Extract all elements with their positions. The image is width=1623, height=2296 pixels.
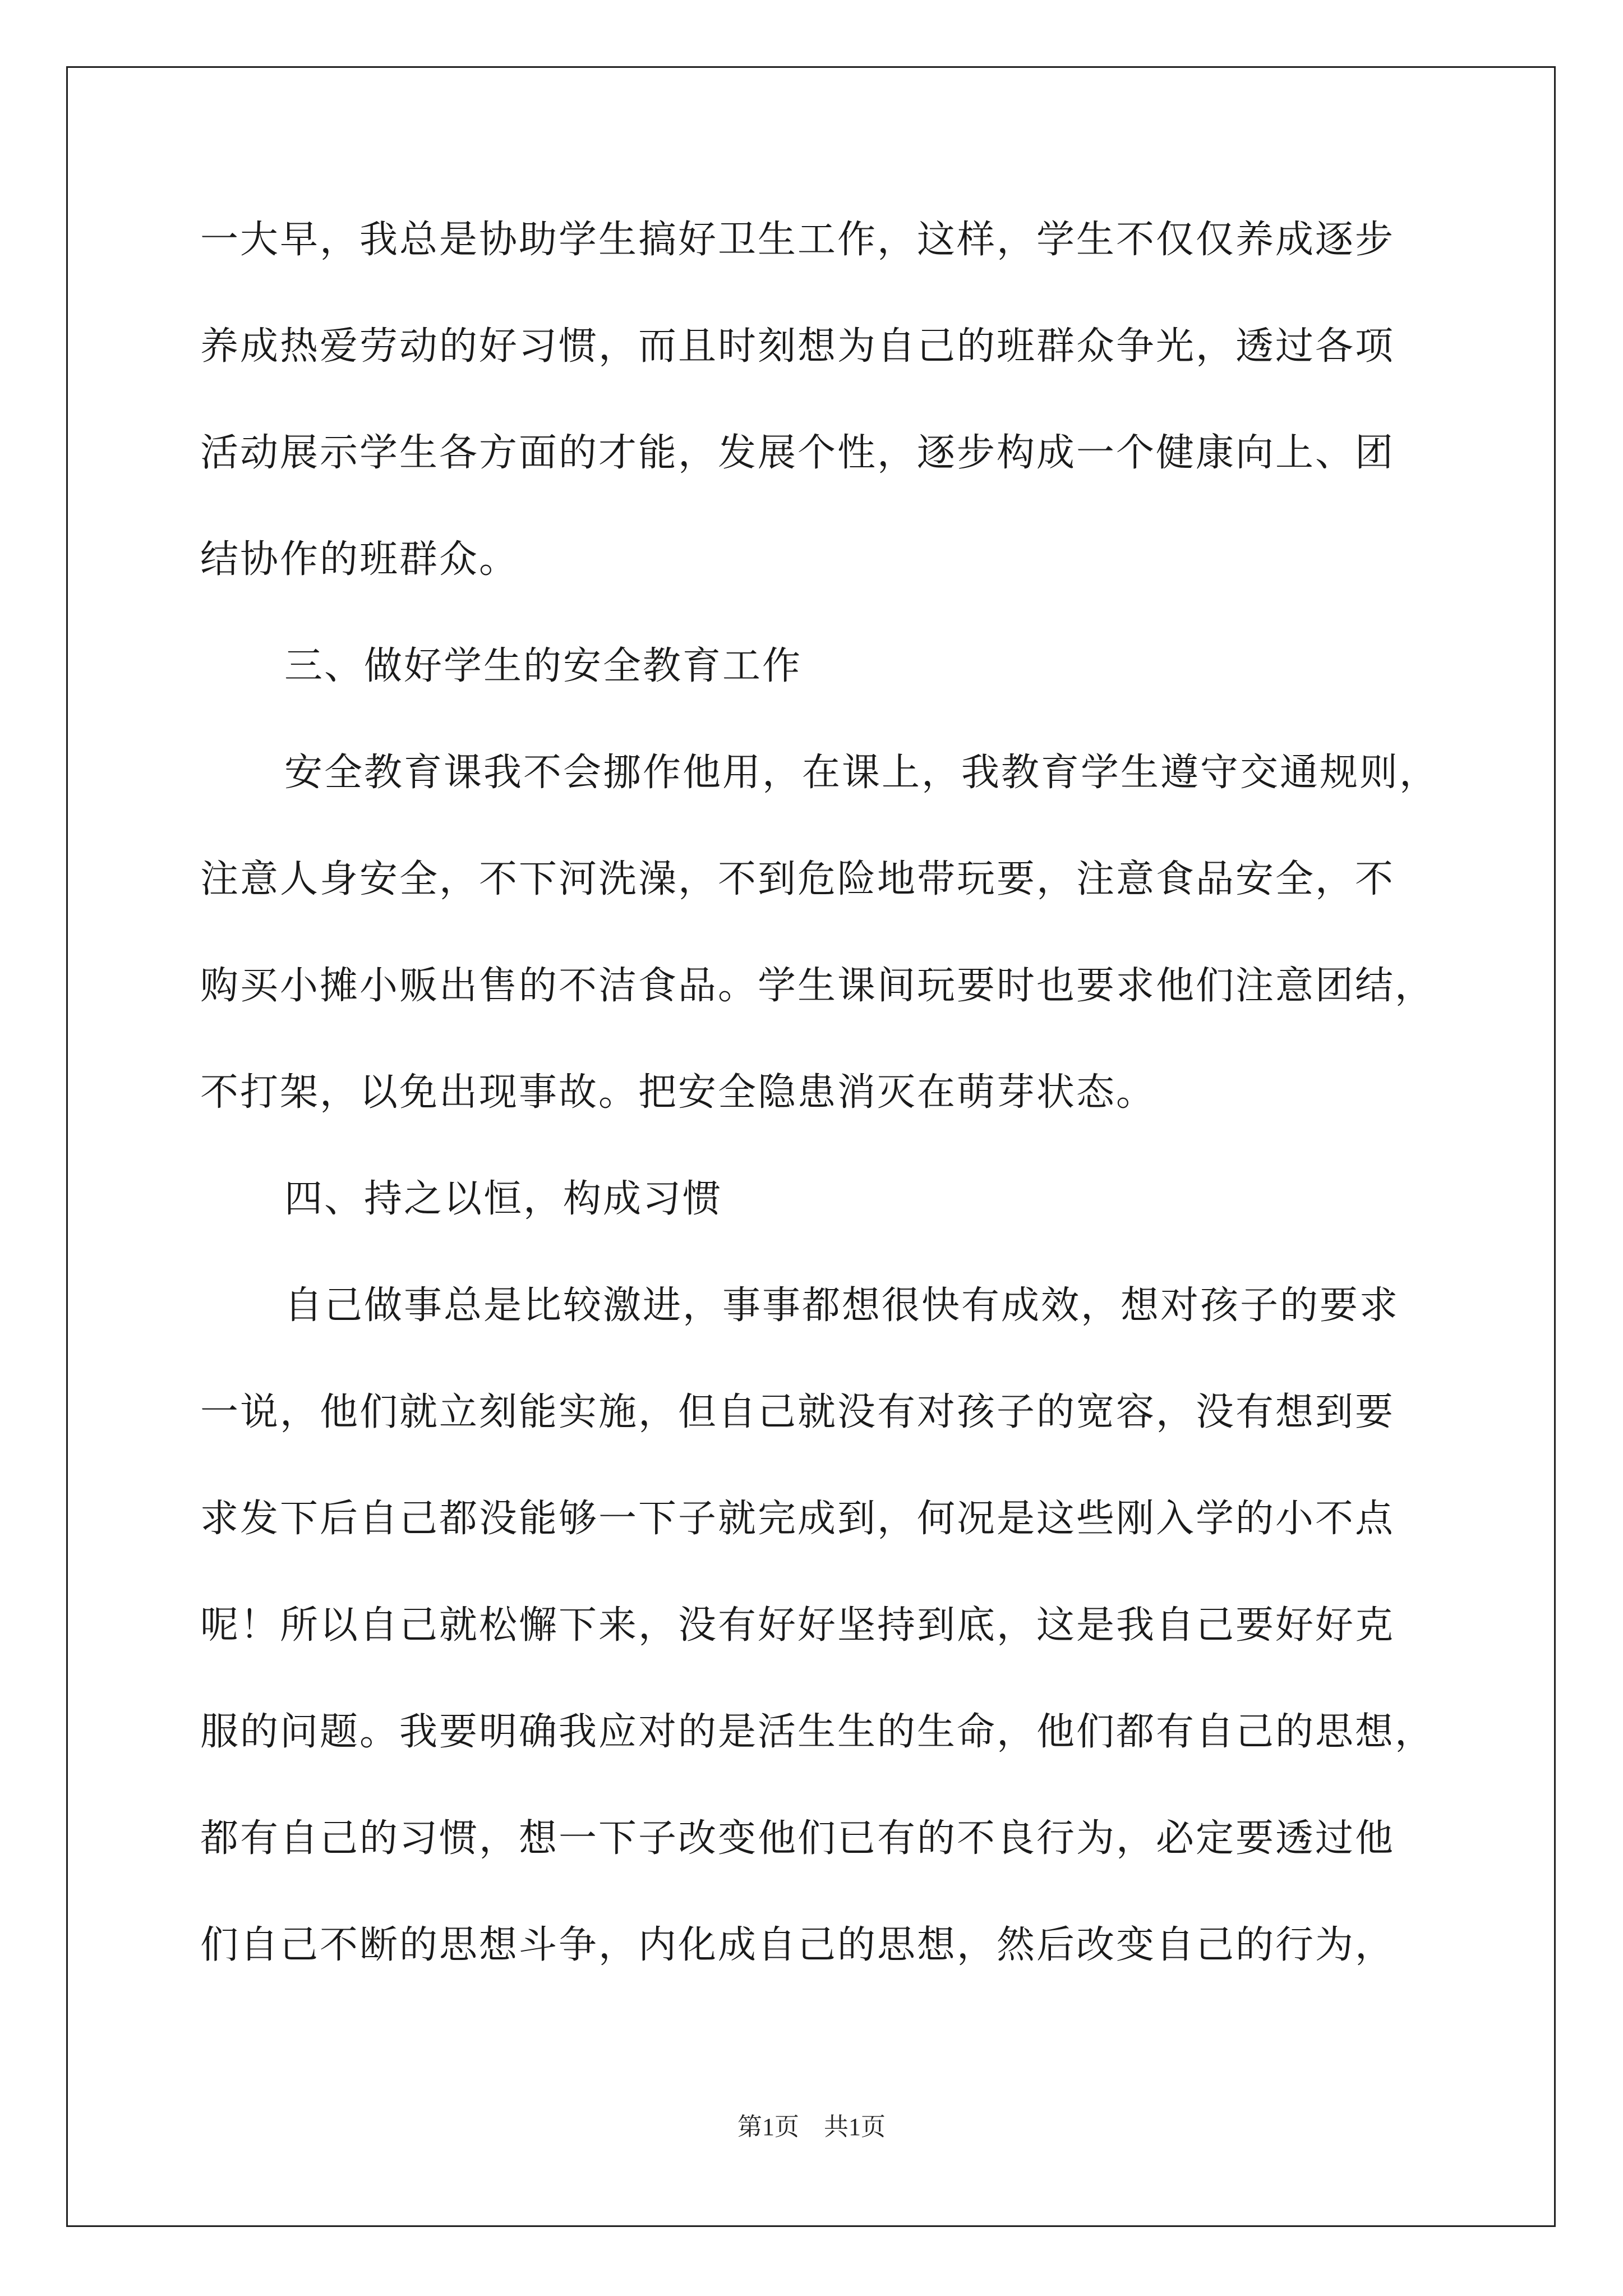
body-line: 都有自己的习惯，想一下子改变他们已有的不良行为，必定要透过他 [200, 1816, 1395, 1861]
body-line: 服的问题。我要明确我应对的是活生生的生命，他们都有自己的思想， [200, 1710, 1435, 1754]
body-line: 一大早，我总是协助学生搞好卫生工作，这样，学生不仅仅养成逐步 [200, 218, 1395, 262]
section-heading: 四、持之以恒，构成习惯 [284, 1177, 723, 1221]
body-line: 一说，他们就立刻能实施，但自己就没有对孩子的宽容，没有想到要 [200, 1390, 1395, 1434]
section-heading: 三、做好学生的安全教育工作 [284, 644, 803, 688]
body-line: 不打架，以免出现事故。把安全隐患消灭在萌芽状态。 [200, 1070, 1156, 1115]
body-line: 呢！所以自己就松懈下来，没有好好坚持到底，这是我自己要好好克 [200, 1603, 1395, 1648]
body-line: 求发下后自己都没能够一下子就完成到，何况是这些刚入学的小不点 [200, 1497, 1395, 1541]
body-line: 自己做事总是比较激进，事事都想很快有成效，想对孩子的要求 [284, 1283, 1400, 1328]
body-line: 结协作的班群众。 [200, 537, 519, 582]
page-footer: 第1页 共1页 [737, 2113, 886, 2141]
body-line: 安全教育课我不会挪作他用，在课上，我教育学生遵守交通规则， [284, 751, 1440, 795]
body-line: 养成热爱劳动的好习惯，而且时刻想为自己的班群众争光，透过各项 [200, 324, 1395, 369]
document-body [200, 212, 1440, 2024]
body-line: 购买小摊小贩出售的不洁食品。学生课间玩要时也要求他们注意团结， [200, 964, 1435, 1008]
body-line: 活动展示学生各方面的才能，发展个性，逐步构成一个健康向上、团 [200, 431, 1395, 475]
body-line: 们自己不断的思想斗争，内化成自己的思想，然后改变自己的行为， [200, 1923, 1395, 1967]
body-line: 注意人身安全，不下河洗澡，不到危险地带玩要，注意食品安全，不 [200, 857, 1395, 901]
